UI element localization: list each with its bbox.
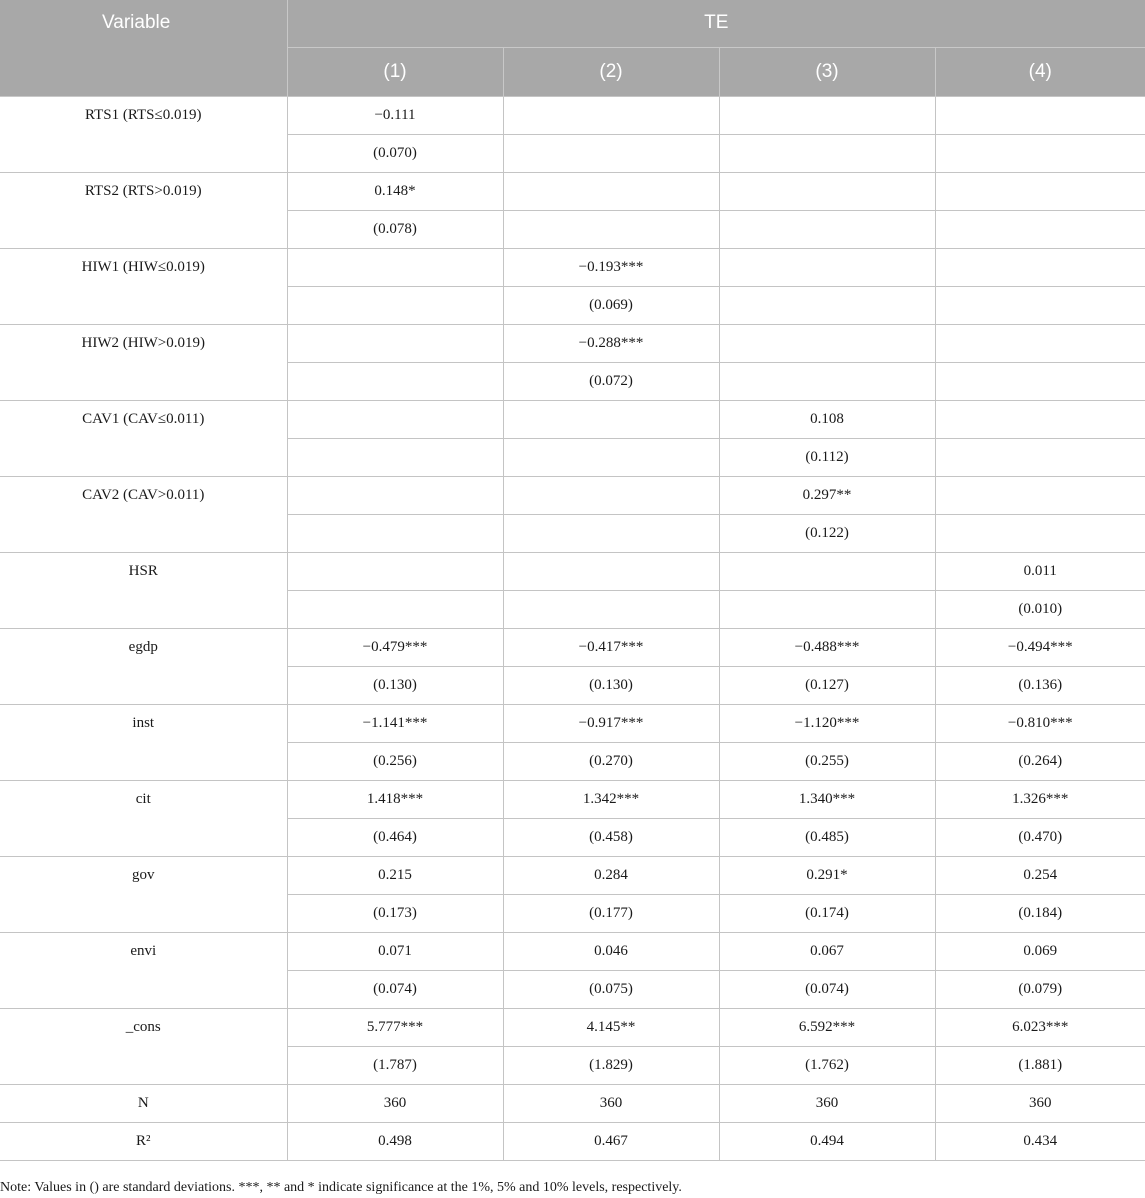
variable-cell: HIW1 (HIW≤0.019): [0, 248, 287, 324]
column-header: (4): [935, 47, 1145, 96]
standard-error-cell: (0.078): [287, 210, 503, 248]
coefficient-cell: 0.215: [287, 856, 503, 894]
table-row: [0, 476, 1145, 514]
standard-error-cell: (0.130): [503, 666, 719, 704]
coefficient-cell: 0.071: [287, 932, 503, 970]
standard-error-cell: (1.762): [719, 1046, 935, 1084]
standard-error-cell: (0.136): [935, 666, 1145, 704]
coefficient-cell: 0.284: [503, 856, 719, 894]
coefficient-cell: [719, 248, 935, 286]
stat-label-cell: N: [0, 1084, 287, 1122]
stat-value-cell: 0.467: [503, 1122, 719, 1160]
coefficient-cell: −0.193***: [503, 248, 719, 286]
coefficient-cell: [287, 324, 503, 362]
coefficient-cell: −1.141***: [287, 704, 503, 742]
standard-error-cell: (0.458): [503, 818, 719, 856]
coefficient-cell: −0.917***: [503, 704, 719, 742]
standard-error-cell: [935, 134, 1145, 172]
coefficient-cell: 0.297**: [719, 476, 935, 514]
coefficient-cell: 0.011: [935, 552, 1145, 590]
coefficient-cell: [287, 552, 503, 590]
coefficient-cell: −1.120***: [719, 704, 935, 742]
coefficient-cell: [287, 248, 503, 286]
coefficient-cell: [287, 400, 503, 438]
table-row: [0, 248, 1145, 286]
stats-row: [0, 1084, 1145, 1122]
coefficient-cell: 1.340***: [719, 780, 935, 818]
column-header: (2): [503, 47, 719, 96]
standard-error-cell: (0.010): [935, 590, 1145, 628]
standard-error-cell: [719, 210, 935, 248]
table-row: [0, 628, 1145, 666]
stat-value-cell: 0.498: [287, 1122, 503, 1160]
standard-error-cell: (0.074): [719, 970, 935, 1008]
coefficient-cell: −0.111: [287, 96, 503, 134]
standard-error-cell: (0.070): [287, 134, 503, 172]
coefficient-cell: [935, 96, 1145, 134]
standard-error-cell: [719, 134, 935, 172]
variable-cell: egdp: [0, 628, 287, 704]
table-row: [0, 704, 1145, 742]
standard-error-cell: [935, 210, 1145, 248]
standard-error-cell: (0.130): [287, 666, 503, 704]
coefficient-cell: [935, 172, 1145, 210]
standard-error-cell: [503, 134, 719, 172]
standard-error-cell: (1.787): [287, 1046, 503, 1084]
standard-error-cell: (0.264): [935, 742, 1145, 780]
standard-error-cell: [719, 286, 935, 324]
table-row: [0, 780, 1145, 818]
coefficient-cell: 0.069: [935, 932, 1145, 970]
standard-error-cell: [935, 362, 1145, 400]
coefficient-cell: [935, 476, 1145, 514]
stat-value-cell: 360: [719, 1084, 935, 1122]
variable-cell: inst: [0, 704, 287, 780]
table-row: [0, 172, 1145, 210]
variable-cell: gov: [0, 856, 287, 932]
coefficient-cell: 5.777***: [287, 1008, 503, 1046]
coefficient-cell: 0.046: [503, 932, 719, 970]
stat-value-cell: 0.434: [935, 1122, 1145, 1160]
table-row: [0, 552, 1145, 590]
standard-error-cell: (0.075): [503, 970, 719, 1008]
stat-value-cell: 0.494: [719, 1122, 935, 1160]
variable-cell: _cons: [0, 1008, 287, 1084]
standard-error-cell: (0.174): [719, 894, 935, 932]
stat-value-cell: 360: [935, 1084, 1145, 1122]
coefficient-cell: −0.417***: [503, 628, 719, 666]
standard-error-cell: [503, 438, 719, 476]
table-row: [0, 400, 1145, 438]
table-body: [0, 96, 1145, 1160]
coefficient-cell: [719, 172, 935, 210]
coefficient-cell: 0.067: [719, 932, 935, 970]
coefficient-cell: [503, 96, 719, 134]
standard-error-cell: (0.184): [935, 894, 1145, 932]
standard-error-cell: (1.829): [503, 1046, 719, 1084]
variable-cell: HSR: [0, 552, 287, 628]
stat-value-cell: 360: [503, 1084, 719, 1122]
coefficient-cell: 6.023***: [935, 1008, 1145, 1046]
standard-error-cell: [503, 590, 719, 628]
standard-error-cell: (0.464): [287, 818, 503, 856]
stat-value-cell: 360: [287, 1084, 503, 1122]
coefficient-cell: 0.291*: [719, 856, 935, 894]
standard-error-cell: (0.127): [719, 666, 935, 704]
standard-error-cell: (0.072): [503, 362, 719, 400]
table-header: [0, 0, 1145, 96]
coefficient-cell: 1.342***: [503, 780, 719, 818]
standard-error-cell: (0.270): [503, 742, 719, 780]
variable-cell: HIW2 (HIW>0.019): [0, 324, 287, 400]
standard-error-cell: [935, 286, 1145, 324]
standard-error-cell: (0.485): [719, 818, 935, 856]
variable-cell: CAV2 (CAV>0.011): [0, 476, 287, 552]
variable-cell: CAV1 (CAV≤0.011): [0, 400, 287, 476]
table-row: [0, 932, 1145, 970]
coefficient-cell: [719, 552, 935, 590]
coefficient-cell: 6.592***: [719, 1008, 935, 1046]
standard-error-cell: [719, 362, 935, 400]
variable-cell: cit: [0, 780, 287, 856]
standard-error-cell: [935, 514, 1145, 552]
coefficient-cell: [719, 324, 935, 362]
coefficient-cell: [719, 96, 935, 134]
standard-error-cell: [719, 590, 935, 628]
standard-error-cell: (0.122): [719, 514, 935, 552]
standard-error-cell: [287, 286, 503, 324]
standard-error-cell: [287, 362, 503, 400]
standard-error-cell: [287, 590, 503, 628]
standard-error-cell: (0.256): [287, 742, 503, 780]
coefficient-cell: [503, 400, 719, 438]
variable-cell: envi: [0, 932, 287, 1008]
standard-error-cell: (1.881): [935, 1046, 1145, 1084]
coefficient-cell: −0.288***: [503, 324, 719, 362]
coefficient-cell: −0.810***: [935, 704, 1145, 742]
coefficient-cell: [503, 476, 719, 514]
coefficient-cell: 1.326***: [935, 780, 1145, 818]
variable-cell: RTS1 (RTS≤0.019): [0, 96, 287, 172]
table-row: [0, 324, 1145, 362]
coefficient-cell: 1.418***: [287, 780, 503, 818]
standard-error-cell: (0.177): [503, 894, 719, 932]
standard-error-cell: [503, 514, 719, 552]
coefficient-cell: [287, 476, 503, 514]
standard-error-cell: [287, 514, 503, 552]
coefficient-cell: −0.479***: [287, 628, 503, 666]
standard-error-cell: (0.255): [719, 742, 935, 780]
standard-error-cell: (0.173): [287, 894, 503, 932]
coefficient-cell: 0.148*: [287, 172, 503, 210]
standard-error-cell: [287, 438, 503, 476]
standard-error-cell: [935, 438, 1145, 476]
coefficient-cell: [935, 248, 1145, 286]
standard-error-cell: (0.079): [935, 970, 1145, 1008]
table-row: [0, 856, 1145, 894]
variable-header: Variable: [0, 0, 287, 96]
coefficient-cell: [503, 172, 719, 210]
standard-error-cell: (0.069): [503, 286, 719, 324]
coefficient-cell: 0.108: [719, 400, 935, 438]
coefficient-cell: [935, 400, 1145, 438]
standard-error-cell: (0.074): [287, 970, 503, 1008]
stats-row: [0, 1122, 1145, 1160]
coefficient-cell: 0.254: [935, 856, 1145, 894]
coefficient-cell: −0.488***: [719, 628, 935, 666]
coefficient-cell: [935, 324, 1145, 362]
variable-cell: RTS2 (RTS>0.019): [0, 172, 287, 248]
stat-label-cell: R²: [0, 1122, 287, 1160]
standard-error-cell: (0.112): [719, 438, 935, 476]
column-header: (1): [287, 47, 503, 96]
standard-error-cell: (0.470): [935, 818, 1145, 856]
coefficient-cell: 4.145**: [503, 1008, 719, 1046]
table-row: [0, 1008, 1145, 1046]
table-row: [0, 96, 1145, 134]
table-note: Note: Values in () are standard deviations. ***, ** and * indicate significance at the 1%, 5% and 10% levels, respectively.: [0, 1180, 682, 1195]
te-group-header: TE: [287, 0, 1145, 47]
coefficient-cell: −0.494***: [935, 628, 1145, 666]
standard-error-cell: [503, 210, 719, 248]
coefficient-cell: [503, 552, 719, 590]
column-header: (3): [719, 47, 935, 96]
